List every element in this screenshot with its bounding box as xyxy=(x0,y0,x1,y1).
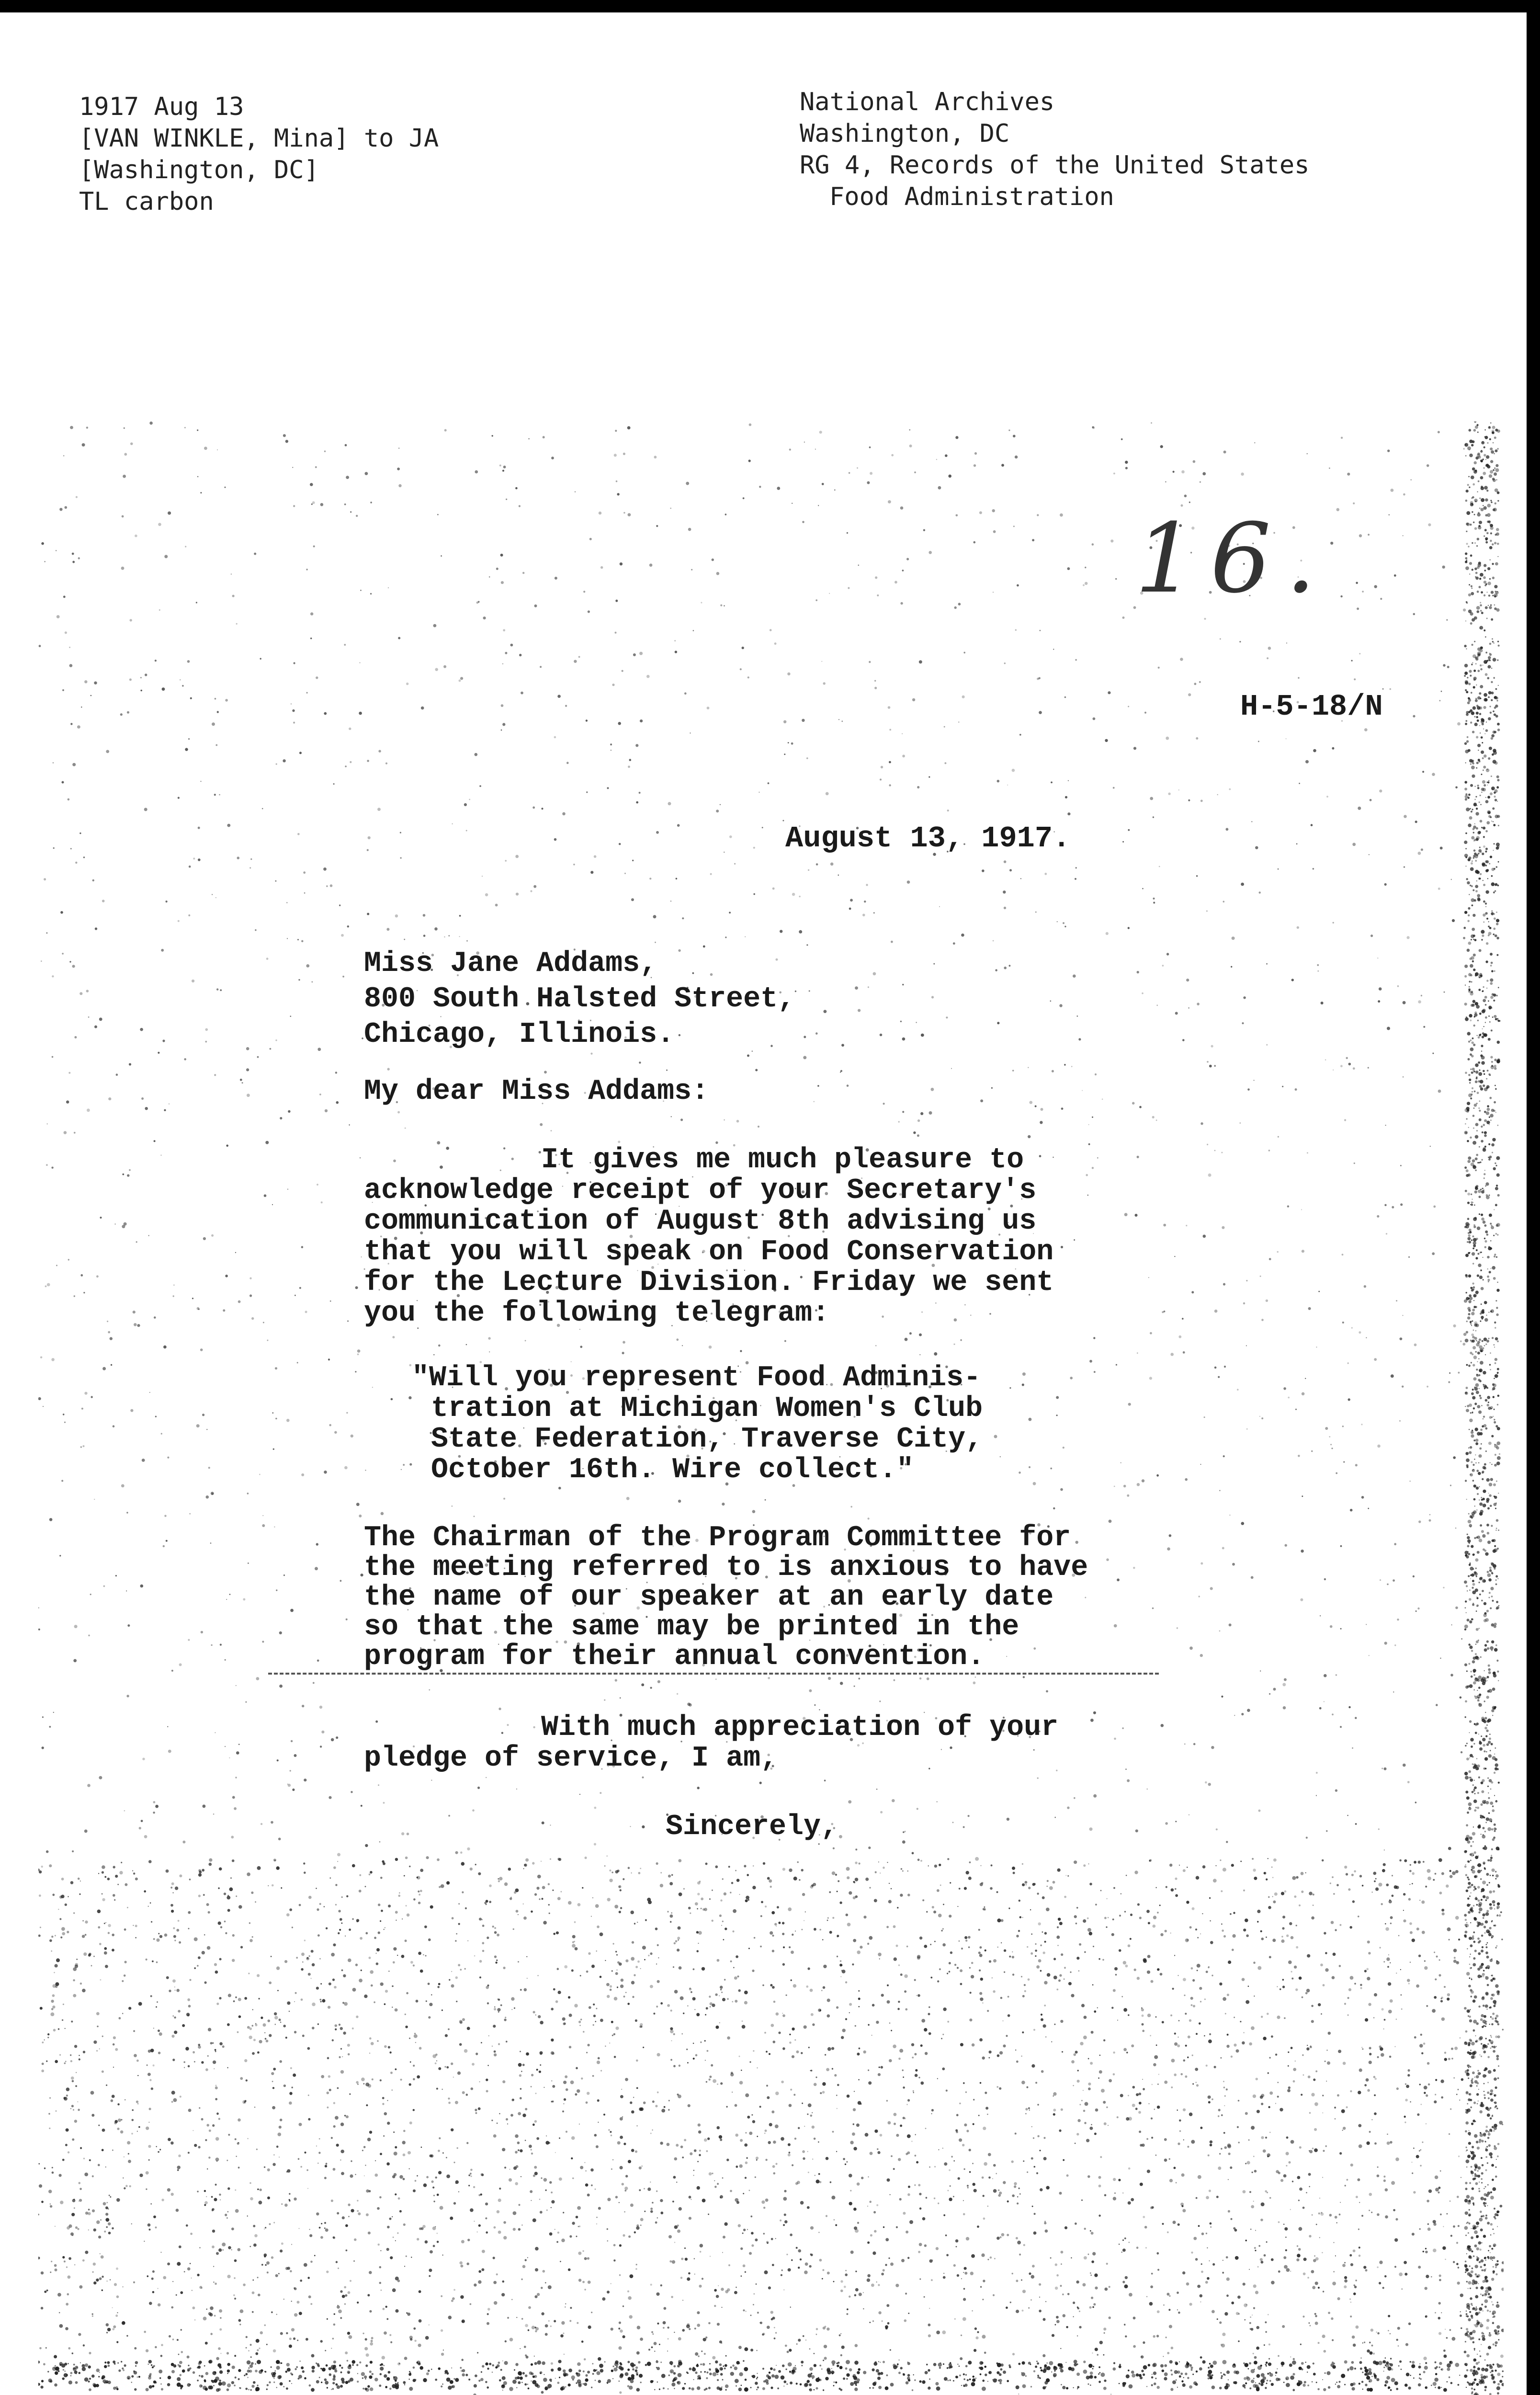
telegram-line: "Will you represent Food Adminis- xyxy=(412,1362,981,1394)
telegram-line: tration at Michigan Women's Club xyxy=(431,1392,983,1425)
archive-place: [Washington, DC] xyxy=(79,156,319,184)
paragraph-3 xyxy=(364,1712,1058,1774)
telegram-line: State Federation, Traverse City, xyxy=(431,1423,983,1456)
archive-metadata xyxy=(79,91,439,217)
paragraph-line: With much appreciation of your xyxy=(541,1711,1059,1744)
paragraph-line: acknowledge receipt of your Secretary's xyxy=(364,1175,1037,1207)
letter-date: August 13, 1917. xyxy=(785,821,1071,855)
archive-date: 1917 Aug 13 xyxy=(79,92,244,121)
archive-record-group: RG 4, Records of the United States xyxy=(800,151,1310,180)
file-code: H-5-18/N xyxy=(1240,690,1383,724)
paragraph-line: It gives me much pleasure to xyxy=(541,1144,1024,1176)
addressee-name: Miss Jane Addams, xyxy=(364,947,657,980)
paragraph-line: that you will speak on Food Conservation xyxy=(364,1236,1054,1268)
telegram-quote xyxy=(412,1363,983,1485)
archive-location: Washington, DC xyxy=(800,119,1010,148)
paragraph-line: program for their annual convention. xyxy=(364,1641,985,1673)
paragraph-line: pledge of service, I am, xyxy=(364,1742,778,1775)
salutation: My dear Miss Addams: xyxy=(364,1075,709,1108)
archive-doc-type: TL carbon xyxy=(79,187,214,216)
paragraph-line: so that the same may be printed in the xyxy=(364,1611,1019,1643)
addressee-city: Chicago, Illinois. xyxy=(364,1018,675,1051)
paragraph-line: for the Lecture Division. Friday we sent xyxy=(364,1266,1054,1299)
archive-correspondents: [VAN WINKLE, Mina] to JA xyxy=(79,124,439,153)
closing: Sincerely, xyxy=(666,1811,838,1843)
archive-record-group-cont: Food Administration xyxy=(829,182,1114,211)
dashed-rule xyxy=(268,1673,1159,1675)
paragraph-line: the meeting referred to is anxious to have xyxy=(364,1551,1088,1584)
scan-border-right xyxy=(1527,0,1540,2395)
archive-name: National Archives xyxy=(800,88,1055,116)
paragraph-line: communication of August 8th advising us xyxy=(364,1205,1037,1238)
paragraph-2 xyxy=(364,1523,1088,1672)
archive-source xyxy=(800,86,1309,213)
handwritten-page-number: 16. xyxy=(1135,503,1331,615)
paragraph-1 xyxy=(364,1145,1053,1329)
paragraph-line: The Chairman of the Program Committee for xyxy=(364,1522,1071,1554)
paragraph-line: the name of our speaker at an early date xyxy=(364,1581,1054,1614)
addressee-block xyxy=(364,946,795,1052)
telegram-line: October 16th. Wire collect." xyxy=(431,1454,914,1486)
scan-border-top xyxy=(0,0,1540,12)
paragraph-line: you the following telegram: xyxy=(364,1297,830,1330)
addressee-street: 800 South Halsted Street, xyxy=(364,983,795,1015)
